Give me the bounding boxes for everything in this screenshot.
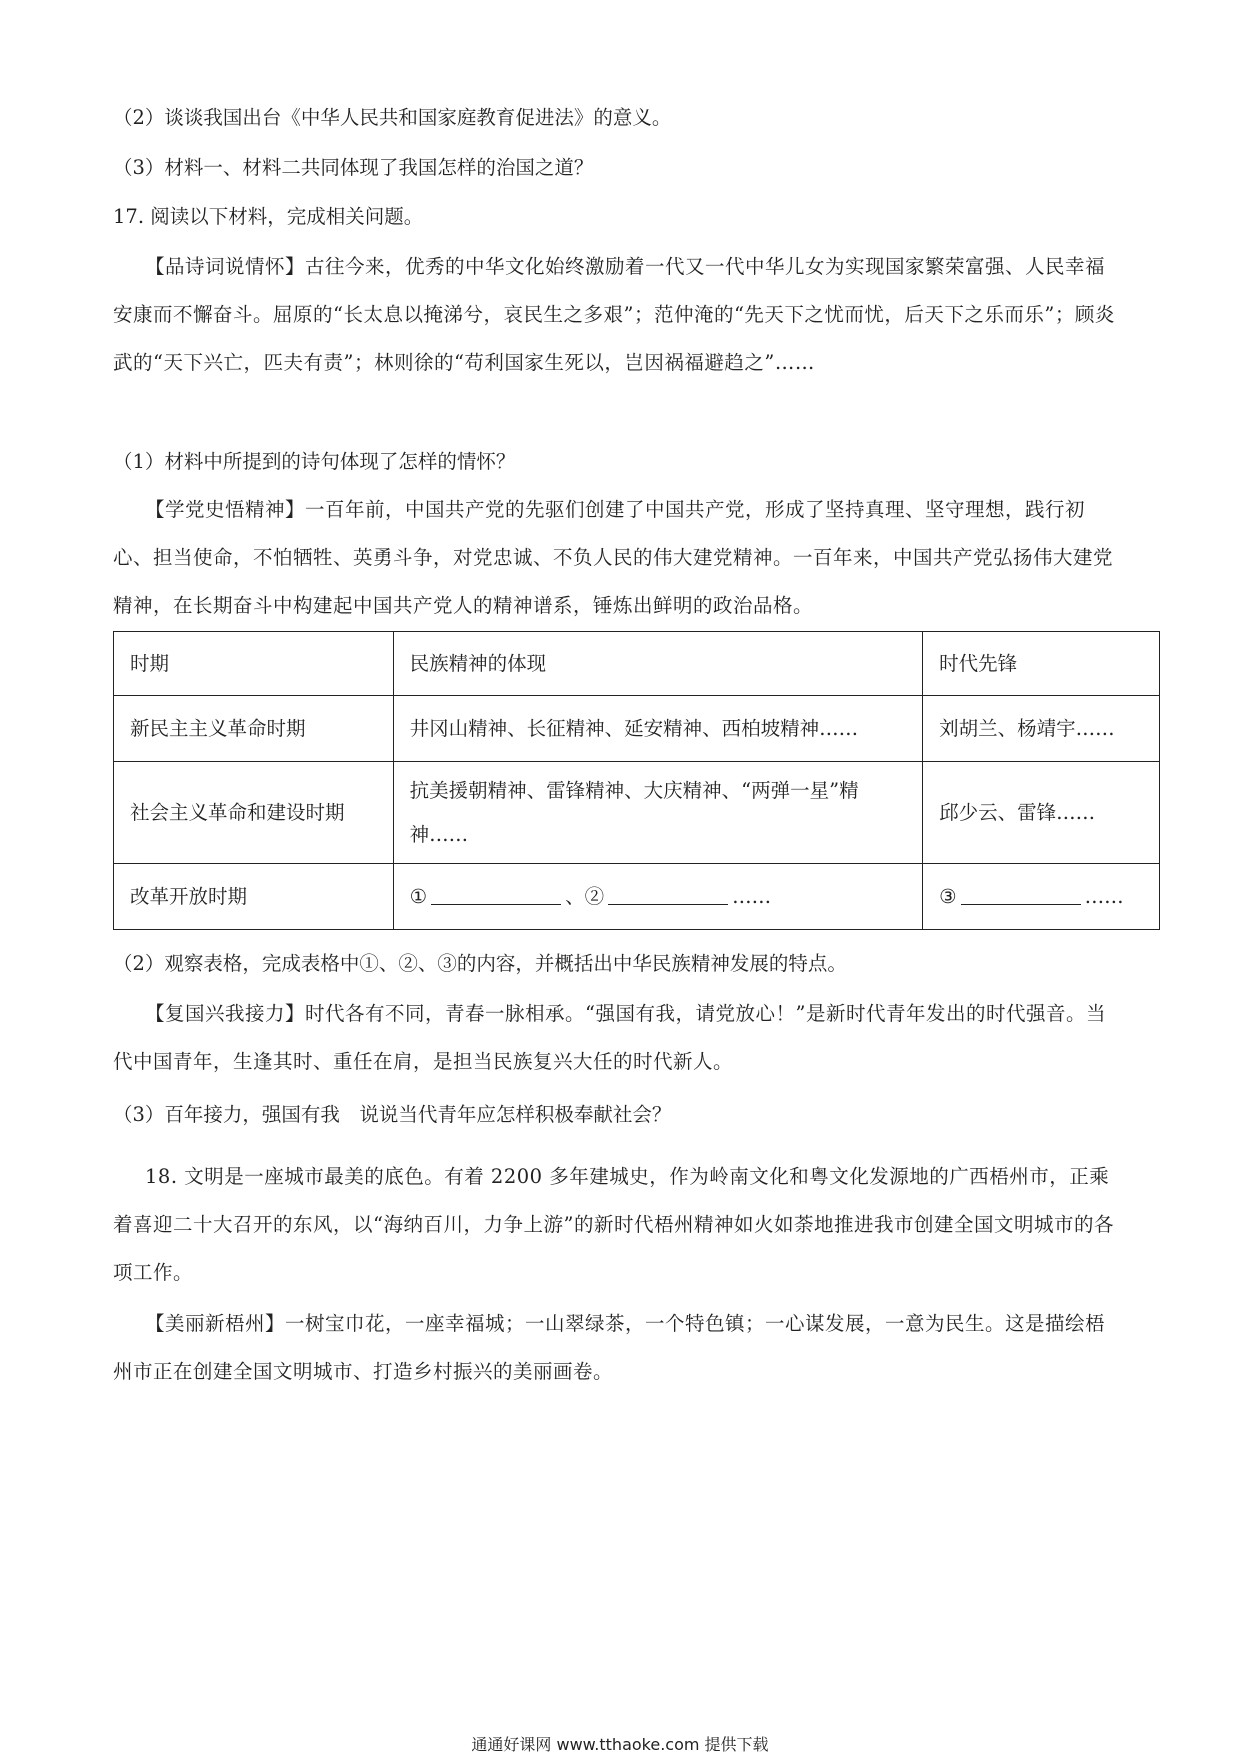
table-header-pioneer: 时代先锋 bbox=[923, 632, 1160, 696]
answer-blank-2[interactable] bbox=[608, 884, 728, 905]
separator: 、 bbox=[565, 884, 585, 908]
table-header-row bbox=[114, 632, 1160, 696]
material-party-paragraph: 【学党史悟精神】一百年前，中国共产党的先驱们创建了中国共产党，形成了坚持真理、坚守理想，践行初心、担当使命，不怕牺牲、英勇斗争，对党忠诚、不负人民的伟大建党精神。一百年来，中国共产党弘扬伟大建党精神，在长期奋斗中构建起中国共产党人的精神谱系，锤炼出鲜明的政治品格。 bbox=[113, 498, 1114, 617]
material-revival-paragraph: 【复国兴我接力】时代各有不同，青春一脉相承。“强国有我，请党放心！”是新时代青年发出的时代强音。当代中国青年，生逢其时、重任在肩，是担当民族复兴大任的时代新人。 bbox=[113, 1002, 1106, 1073]
question-17-heading: 17. 阅读以下材料，完成相关问题。 bbox=[113, 205, 424, 228]
table-cell-spirit: 井冈山精神、长征精神、延安精神、西柏坡精神…… bbox=[393, 696, 922, 762]
material-wuzhou-paragraph: 【美丽新梧州】一树宝巾花，一座幸福城；一山翠绿茶，一个特色镇；一心谋发展，一意为民生。这是描绘梧州市正在创建全国文明城市、打造乡村振兴的美丽画卷。 bbox=[113, 1312, 1106, 1383]
answer-blank-3[interactable] bbox=[961, 884, 1081, 905]
answer-blank-1[interactable] bbox=[431, 884, 561, 905]
question-16-2: （2）谈谈我国出台《中华人民共和国家庭教育促进法》的意义。 bbox=[113, 106, 672, 129]
table-cell-period: 社会主义革命和建设时期 bbox=[114, 762, 394, 864]
blank-marker-3: ③ bbox=[939, 884, 957, 908]
table-header-period: 时期 bbox=[114, 632, 394, 696]
table-cell-pioneer: 邱少云、雷锋…… bbox=[923, 762, 1160, 864]
question-17-3: （3）百年接力，强国有我 说说当代青年应怎样积极奉献社会？ bbox=[113, 1103, 672, 1126]
ellipsis: …… bbox=[1084, 884, 1124, 908]
footer-text: 通通好课网 www.tthaoke.com 提供下载 bbox=[471, 1735, 769, 1754]
table-cell-spirit-blanks bbox=[393, 864, 922, 930]
blank-marker-2: ② bbox=[584, 884, 605, 908]
table-row bbox=[114, 696, 1160, 762]
question-17-2: （2）观察表格，完成表格中①、②、③的内容，并概括出中华民族精神发展的特点。 bbox=[113, 952, 847, 975]
table-cell-spirit: 抗美援朝精神、雷锋精神、大庆精神、“两弹一星”精神…… bbox=[393, 762, 922, 864]
question-16-3: （3）材料一、材料二共同体现了我国怎样的治国之道？ bbox=[113, 156, 594, 179]
table-cell-pioneer: 刘胡兰、杨靖宇…… bbox=[923, 696, 1160, 762]
material-poem-paragraph: 【品诗词说情怀】古往今来，优秀的中华文化始终激励着一代又一代中华儿女为实现国家繁荣富强、人民幸福安康而不懈奋斗。屈原的“长太息以掩涕兮，哀民生之多艰”；范仲淹的“先天下之忧而忧，后天下之乐而乐”；顾炎武的“天下兴亡，匹夫有责”；林则徐的“苟利国家生死以，岂因祸福避趋之”…… bbox=[113, 255, 1115, 374]
spirit-table bbox=[113, 631, 1160, 930]
blank-marker-1: ① bbox=[409, 884, 428, 908]
table-row-reform bbox=[114, 864, 1160, 930]
table-header-spirit: 民族精神的体现 bbox=[393, 632, 922, 696]
table-cell-pioneer-blank bbox=[923, 864, 1160, 930]
ellipsis: …… bbox=[732, 884, 772, 908]
question-17-1: （1）材料中所提到的诗句体现了怎样的情怀？ bbox=[113, 450, 516, 473]
table-row bbox=[114, 762, 1160, 864]
table-cell-period: 新民主主义革命时期 bbox=[114, 696, 394, 762]
question-18-paragraph: 18. 文明是一座城市最美的底色。有着 2200 多年建城史，作为岭南文化和粤文化发源地的广西梧州市，正乘着喜迎二十大召开的东风，以“海纳百川，力争上游”的新时代梧州精神如火如荼地推进我市创建全国文明城市的各项工作。 bbox=[113, 1165, 1114, 1284]
table-cell-period: 改革开放时期 bbox=[114, 864, 394, 930]
